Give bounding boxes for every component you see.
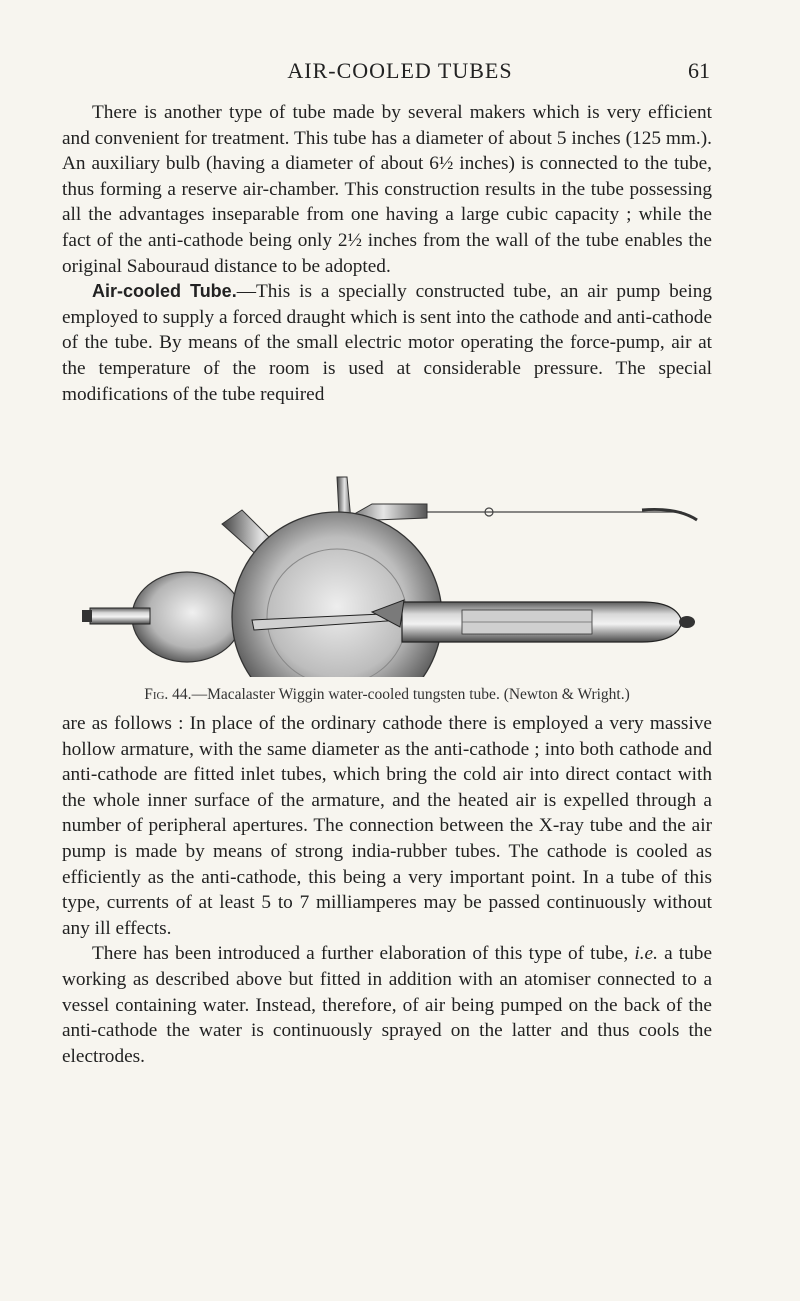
figure-caption: [62, 686, 712, 704]
paragraph-2-text: —This is a specially constructed tube, an air pump being employed to supply a forced draught which is sent into the cathode and anti-cathode of the tube. By means of the small electric motor operating the force-pump, air at the temperature of the room is used at considerable pressure. The special modifications of the tube required: [62, 281, 713, 405]
paragraph-1: There is another type of tube made by several makers which is very efficient and convenient for treatment. This tube has a diameter of about 5 inches (125 mm.). An auxiliary bulb (having a diameter of about 6½ inches) is connected to the tube, thus forming a reserve air-chamber. This construction results in the tube possessing all the advantages inseparable from one having a large cubic capacity ; while the fact of the anti-cathode being only 2½ inches from the wall of the tube enables the original Sabouraud distance to be adopted.: [62, 102, 712, 277]
figure-tube-illustration: [82, 452, 702, 677]
wire-end: [642, 509, 697, 520]
page-number: 61: [688, 58, 710, 83]
cathode-cap: [82, 610, 92, 622]
bottom-text-block: [62, 711, 712, 1069]
paragraph-4: [62, 941, 712, 1069]
section-heading-air-cooled-tube: Air-cooled Tube.: [92, 281, 237, 302]
running-title: AIR-COOLED TUBES: [287, 58, 513, 83]
anti-cathode-cap: [679, 616, 695, 628]
tube-illustration: [82, 452, 702, 677]
paragraph-4-ie: i.e.: [634, 943, 658, 965]
running-head: [90, 58, 710, 88]
paragraph-4-start: There has been introduced a further elaboration of this type of tube,: [92, 943, 629, 965]
cathode-stem: [90, 608, 150, 624]
top-text-block: [62, 100, 712, 407]
paragraph-4-rest: a tube working as described above but fitted in addition with an atomiser connected to a vessel containing water. Instead, therefore, of air being pumped on the back of the anti-cathode the water is continuously sprayed on the latter and thus cools the electrodes.: [62, 943, 713, 1067]
paragraph-2: [62, 279, 712, 407]
paragraph-3: are as follows : In place of the ordinary cathode there is employed a very massive hollow armature, with the same diameter as the anti-cathode ; into both cathode and anti-cathode are fitted inlet tubes, which bring the cold air into direct contact with the whole inner surface of the armature, and the heated air is expelled through a number of peripheral apertures. The connection between the X-ray tube and the air pump is made by means of strong india-rubber tubes. The cathode is cooled as efficiently as the anti-cathode, this being a very important point. In a tube of this type, currents of at least 5 to 7 milliamperes may be passed continuously without any ill effects.: [62, 713, 712, 939]
figure-label: Fig. 44.: [144, 686, 192, 703]
figure-caption-text: —Macalaster Wiggin water-cooled tungsten tube. (Newton & Wright.): [191, 686, 630, 703]
